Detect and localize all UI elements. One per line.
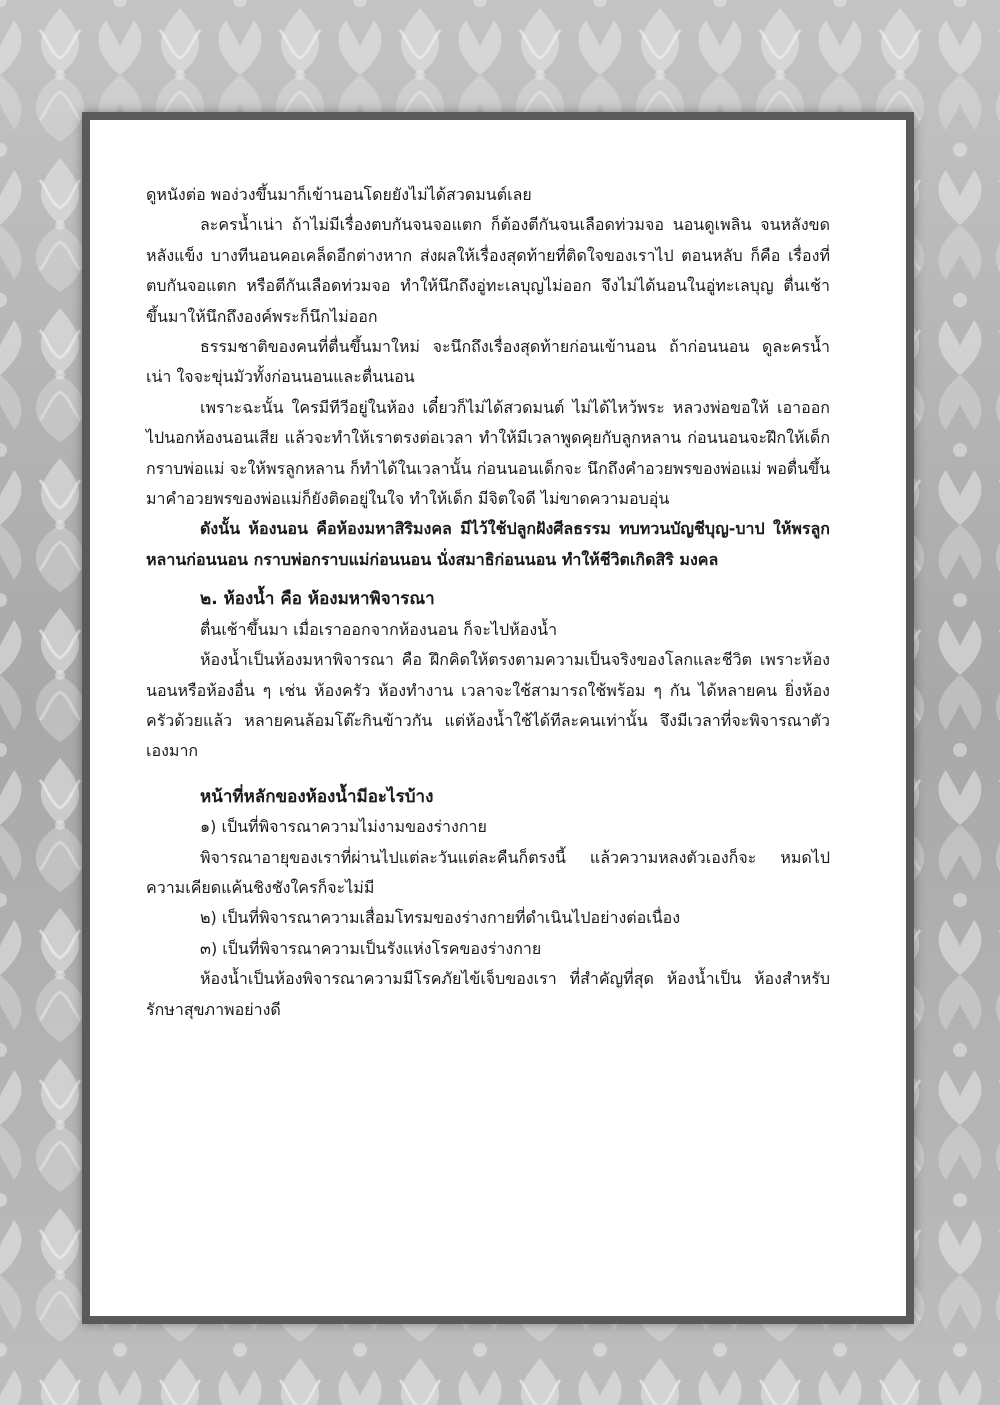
paragraph: ละครน้ำเน่า ถ้าไม่มีเรื่องตบกันจนจอแตก ก็ต้องตีกันจนเลือดท่วมจอ นอนดูเพลิน จนหลังขดหลังแข็ง บางทีนอนคอเคล็ดอีกต่างหาก ส่งผลให้เรื่องสุดท้ายที่ติดใจของเราไป ตอนหลับ ก็คือ เรื่องที่ตบกันจอแตก หรือตีกันเลือดท่วมจอ ทำให้นึกถึงอู่ทะเลบุญไม่ออก จึงไม่ได้นอนในอู่ทะเลบุญ ตื่นเช้าขึ้นมาให้นึกถึงองค์พระก็นึกไม่ออก (146, 215, 830, 326)
paragraph: ธรรมชาติของคนที่ตื่นขึ้นมาใหม่ จะนึกถึงเรื่องสุดท้ายก่อนเข้านอน ถ้าก่อนนอน ดูละครน้ำเน่า ใจจะขุ่นมัวทั้งก่อนนอนและตื่นนอน (146, 337, 830, 387)
paragraph: เพราะฉะนั้น ใครมีทีวีอยู่ในห้อง เดี๋ยวก็ไม่ได้สวดมนต์ ไม่ได้ไหว้พระ หลวงพ่อขอให้ เอาออกไปนอกห้องนอนเสีย แล้วจะทำให้เราตรงต่อเวลา ทำให้มีเวลาพูดคุยกับลูกหลาน ก่อนนอนจะฝึกให้เด็กกราบพ่อแม่ จะให้พรลูกหลาน ก็ทำได้ในเวลานั้น ก่อนนอนเด็กจะ นึกถึงคำอวยพรของพ่อแม่ พอตื่นขึ้นมาคำอวยพรของพ่อแม่ก็ยังติดอยู่ในใจ ทำให้เด็ก มีจิตใจดี ไม่ขาดความอบอุ่น (146, 397, 830, 509)
paragraph: ดูหนังต่อ พอง่วงขึ้นมาก็เข้านอนโดยยังไม่ได้สวดมนต์เลย (146, 185, 532, 204)
paragraph: ห้องน้ำเป็นห้องมหาพิจารณา คือ ฝึกคิดให้ตรงตามความเป็นจริงของโลกและชีวิต เพราะห้องนอนหรือห้องอื่น ๆ เช่น ห้องครัว ห้องทำงาน เวลาจะใช้สามารถใช้พร้อม ๆ กัน ได้หลายคน ยิ่งห้องครัวด้วยแล้ว หลายคนล้อมโต๊ะกินข้าวกัน แต่ห้องน้ำใช้ได้ทีละคนเท่านั้น จึงมีเวลาที่จะพิจารณาตัวเองมาก (146, 650, 830, 761)
list-item: ๒) เป็นที่พิจารณาความเสื่อมโทรมของร่างกายที่ดำเนินไปอย่างต่อเนื่อง (200, 908, 681, 928)
paragraph: ตื่นเช้าขึ้นมา เมื่อเราออกจากห้องนอน ก็จะไปห้องน้ำ (200, 619, 558, 639)
paragraph: พิจารณาอายุของเราที่ผ่านไปแต่ละวันแต่ละคืนก็ตรงนี้ แล้วความหลงตัวเองก็จะ หมดไป ความเคียดแค้นชิงชังใครก็จะไม่มี (146, 847, 830, 897)
document-body (146, 180, 830, 1025)
paragraph: ห้องน้ำเป็นห้องพิจารณาความมีโรคภัยไข้เจ็บของเรา ที่สำคัญที่สุด ห้องน้ำเป็น ห้องสำหรับรักษาสุขภาพอย่างดี (146, 969, 830, 1019)
section-heading: ๒. ห้องน้ำ คือ ห้องมหาพิจารณา (200, 589, 435, 610)
subsection-heading: หน้าที่หลักของห้องน้ำมีอะไรบ้าง (200, 786, 434, 807)
list-item: ๑) เป็นที่พิจารณาความไม่งามของร่างกาย (200, 817, 487, 837)
summary-paragraph: ดังนั้น ห้องนอน คือห้องมหาสิริมงคล มีไว้ใช้ปลูกฝังศีลธรรม ทบทวนบัญชีบุญ-บาป ให้พรลูกหลานก่อนนอน กราบพ่อกราบแม่ก่อนนอน นั่งสมาธิก่อนนอน ทำให้ชีวิตเกิดสิริ มงคล (146, 519, 830, 569)
list-item: ๓) เป็นที่พิจารณาความเป็นรังแห่งโรคของร่างกาย (200, 938, 542, 958)
